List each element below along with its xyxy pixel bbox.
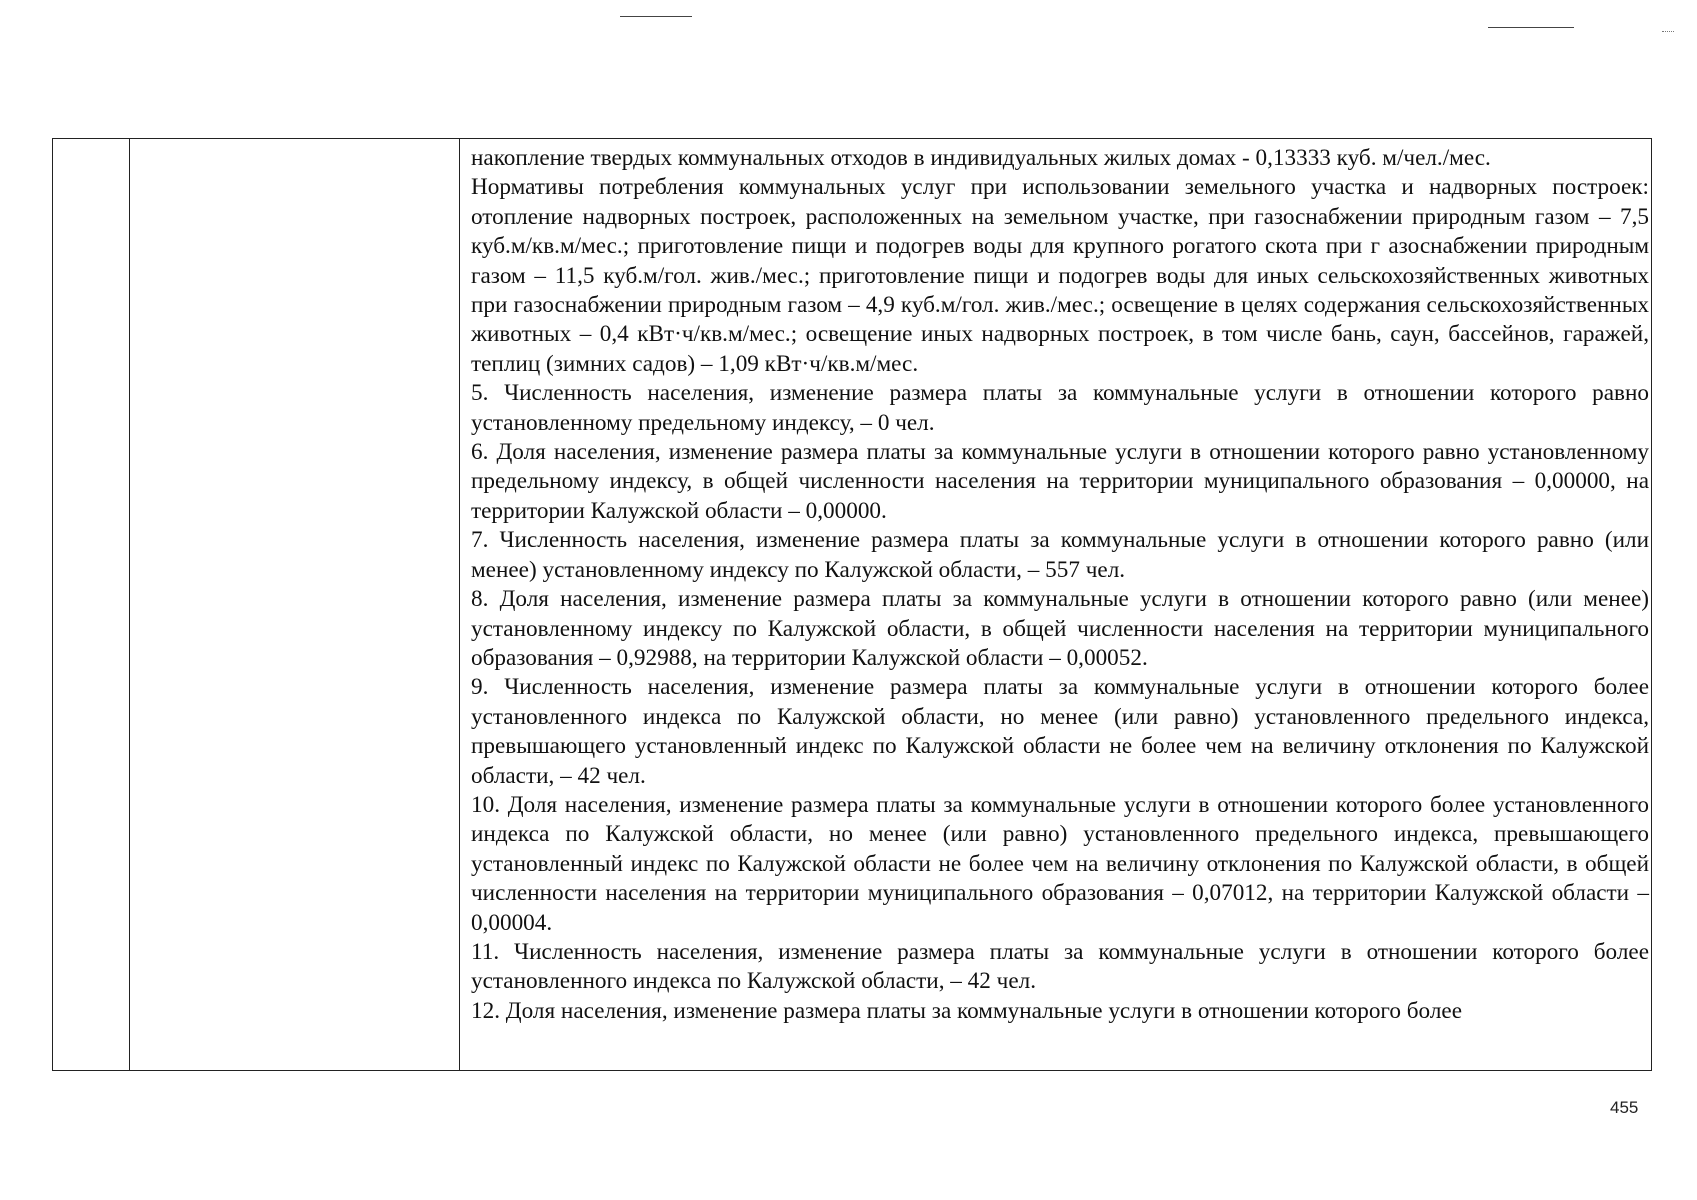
header-rule-left: [620, 16, 692, 17]
paragraph-consumption-norms: Нормативы потребления коммунальных услуг при использовании земельного участка и надворных построек: отопление надворных построек, расположенных на земельном участке, при газоснабжении природным газом – 7,5 куб.м/кв.м/мес.; приготовление пищи и подогрев воды для крупного рогатого скота при г азоснабжении природным газом – 11,5 куб.м/гол. жив./мес.; приготовление пищи и подогрев воды для иных сельскохозяйственных животных при газоснабжении природным газом – 4,9 куб.м/гол. жив./мес.; освещение в целях содержания сельскохозяйственных животных – 0,4 кВт·ч/кв.м/мес.; освещение иных надворных построек, в том числе бань, саун, бассейнов, гаражей, теплиц (зимних садов) – 1,09 кВт·ч/кв.м/мес.: [471, 174, 1649, 377]
page-number: 455: [1610, 1098, 1639, 1117]
paragraph-item-6: 6. Доля населения, изменение размера платы за коммунальные услуги в отношении которого равно установленному предельному индексу, в общей численности населения на территории муниципального образования – 0,00000, на территории Калужской области – 0,00000.: [471, 439, 1649, 524]
paragraph-item-10: 10. Доля населения, изменение размера платы за коммунальные услуги в отношении которого более установленного индекса по Калужской области, но менее (или равно) установленного предельного индекса, превышающего установленный индекс по Калужской области не более чем на величину отклонения по Калужской области, в общей численности населения на территории муниципального образования – 0,07012, на территории Калужской области – 0,00004.: [471, 791, 1649, 936]
table-cell-text: [471, 144, 1649, 1026]
paragraph-item-9: 9. Численность населения, изменение размера платы за коммунальные услуги в отношении которого более установленного индекса по Калужской области, но менее (или равно) установленного предельного индекса, превышающего установленный индекс по Калужской области не более чем на величину отклонения по Калужской области, – 42 чел.: [471, 674, 1649, 789]
paragraph-waste-norm: накопление твердых коммунальных отходов в индивидуальных жилых домах - 0,13333 куб. м/чел./мес.: [471, 145, 1491, 171]
paragraph-item-7: 7. Численность населения, изменение размера платы за коммунальные услуги в отношении которого равно (или менее) установленному индексу по Калужской области, – 557 чел.: [471, 527, 1649, 583]
paragraph-item-5: 5. Численность населения, изменение размера платы за коммунальные услуги в отношении которого равно установленному предельному индексу, – 0 чел.: [471, 380, 1649, 436]
table-column-divider-1: [129, 139, 130, 1070]
paragraph-item-11: 11. Численность населения, изменение размера платы за коммунальные услуги в отношении которого более установленного индекса по Калужской области, – 42 чел.: [471, 938, 1649, 995]
document-table: [52, 138, 1652, 1071]
header-rule-right: [1488, 27, 1574, 28]
paragraph-item-12: 12. Доля населения, изменение размера платы за коммунальные услуги в отношении которого более: [471, 997, 1462, 1024]
table-column-divider-2: [459, 139, 460, 1070]
header-rule-mark: [1662, 31, 1674, 32]
paragraph-item-8: 8. Доля населения, изменение размера платы за коммунальные услуги в отношении которого равно (или менее) установленному индексу по Калужской области, в общей численности населения на территории муниципального образования – 0,92988, на территории Калужской области – 0,00052.: [471, 586, 1649, 671]
